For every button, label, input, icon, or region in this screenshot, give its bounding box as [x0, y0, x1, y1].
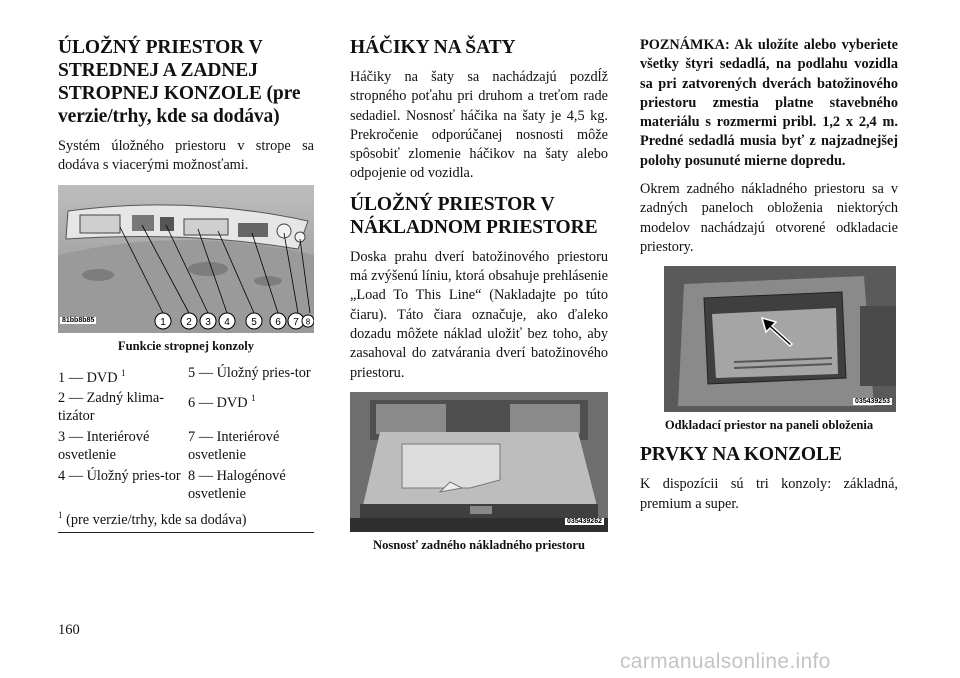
svg-text:6: 6 — [275, 316, 281, 328]
note-paragraph: POZNÁMKA: Ak uložíte alebo vyberiete všetky štyri sedadlá, na podlahu vozidla sa pri zatvorených dverách batožinového priestoru zmestia platne stavebného materiálu s rozmermi pribl. 1,2 x 2,4 m. Predné sedadlá musia byť z najzadnejšej polohy posunuté mierne dopredu. — [640, 37, 898, 169]
column-right — [640, 36, 898, 523]
svg-text:1: 1 — [160, 316, 166, 328]
section-title-console-features: PRVKY NA KONZOLE — [640, 444, 842, 466]
console-features-paragraph: K dispozícii sú tri konzoly: základná, premium a super. — [640, 476, 898, 512]
cargo-storage-paragraph: Doska prahu dverí batožinového priestoru má zvýšenú líniu, ktorá obsahuje prehlásenie „Load To This Line“ (Nakladajte po túto čiaru). Táto čiara označuje, ako ďaleko dozadu môžete náklad uložiť bez toho, aby zasahoval do zatvárania dverí batožinového priestoru. — [350, 248, 608, 381]
watermark: carmanualsonline.info — [620, 650, 831, 673]
trim-panel-figure — [664, 266, 896, 412]
trim-panel-illustration — [664, 266, 896, 412]
callout-3 — [200, 313, 216, 329]
svg-text:4: 4 — [224, 316, 230, 328]
svg-text:2: 2 — [186, 316, 192, 328]
svg-text:3: 3 — [205, 316, 211, 328]
callout-2 — [181, 313, 197, 329]
figure-id-label: 81bb8b85 — [62, 316, 95, 324]
cargo-area-figure — [350, 392, 608, 532]
legend-footnote: $^1$ (pre verzie/trhy, kde sa dodáva) — [58, 506, 314, 533]
callout-legend — [58, 364, 314, 534]
legend-row: 1 — DVD $^1$ 5 — Úložný pries-tor — [58, 364, 311, 386]
callout-4 — [219, 313, 235, 329]
section-title-cargo-storage: ÚLOŽNÝ PRIESTOR V NÁKLADNOM PRIESTORE — [350, 193, 598, 238]
figure-id-label: 035439262 — [566, 517, 602, 525]
callout-8 — [302, 315, 314, 327]
column-middle — [350, 36, 608, 563]
figure-caption: Funkcie stropnej konzoly — [117, 338, 255, 353]
overhead-console-figure — [58, 185, 314, 333]
section-title-coat-hooks: HÁČIKY NA ŠATY — [350, 37, 516, 58]
callout-5 — [246, 313, 262, 329]
callout-6 — [270, 313, 286, 329]
intro-paragraph: Systém úložného priestoru v strope sa dodáva s viacerými možnosťami. — [58, 138, 314, 174]
page-number: 160 — [58, 622, 80, 638]
figure-caption: Odkladací priestor na paneli obloženia — [664, 418, 874, 433]
cargo-area-illustration — [350, 392, 608, 532]
figure-caption: Nosnosť zadného nákladného priestoru — [373, 537, 585, 552]
callout-layer — [58, 185, 314, 333]
figure-id-label: 035439253 — [854, 398, 890, 406]
column-left — [58, 36, 314, 533]
trim-storage-paragraph: Okrem zadného nákladného priestoru sa v zadných paneloch obloženia niektorých modelov nachádzajú otvorené odkladacie priestory. — [640, 181, 898, 255]
callout-1 — [155, 313, 171, 329]
svg-text:7: 7 — [293, 316, 299, 328]
legend-row: 3 — Interiérové osvetlenie 7 — Interiérové osvetlenie — [58, 428, 280, 464]
legend-row: 4 — Úložný pries-tor 8 — Halogénové osvetlenie — [58, 467, 286, 503]
section-title-overhead-console: ÚLOŽNÝ PRIESTOR V STREDNEJ A ZADNEJ STROPNEJ KONZOLE (pre verzie/trhy, kde sa dodáva) — [58, 37, 301, 127]
svg-text:8: 8 — [305, 317, 311, 327]
coat-hooks-paragraph: Háčiky na šaty sa nachádzajú pozdĺž stropného poťahu pri druhom a treťom rade sedadiel. Nosnosť háčika na šaty je 4,5 kg. Prekročenie odporúčanej nosnosti môže spôsobiť zlomenie háčikov na šaty alebo odpojenie od vozidla. — [350, 69, 608, 182]
legend-row: 2 — Zadný klima-tizátor 6 — DVD $^1$ — [58, 389, 256, 425]
svg-text:5: 5 — [251, 316, 257, 328]
